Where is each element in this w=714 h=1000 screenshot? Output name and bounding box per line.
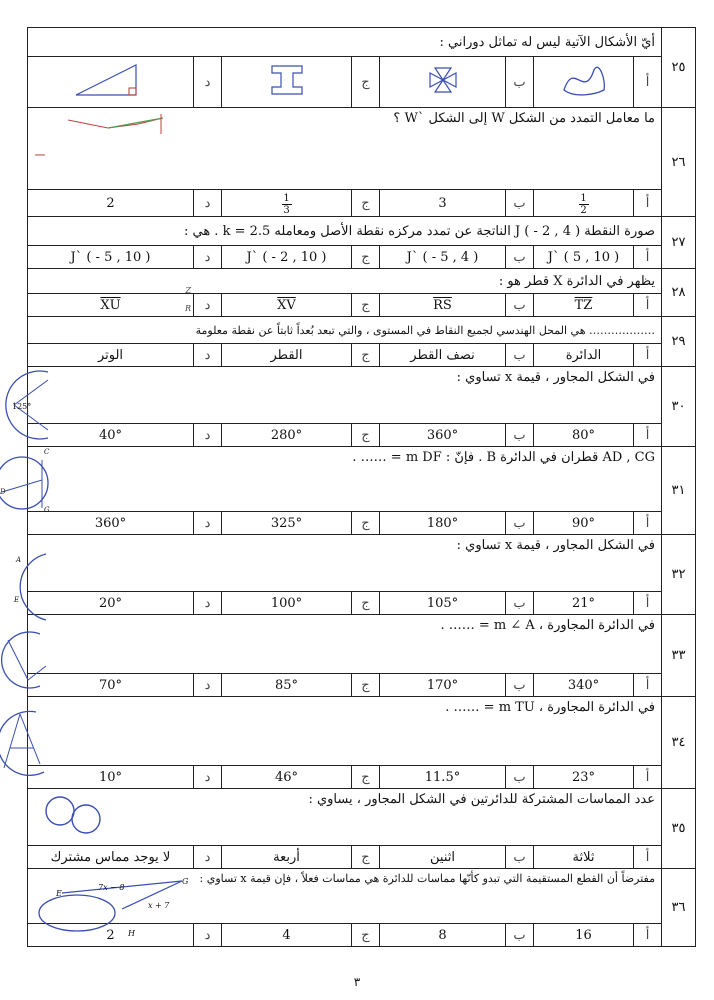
fraction-denominator: 3: [283, 205, 290, 216]
question-number: ٣١: [662, 447, 696, 535]
option-letter-a: أ: [634, 674, 662, 697]
option-letter-a: أ: [634, 592, 662, 615]
fraction-numerator: 1: [283, 193, 290, 204]
question-row: [28, 535, 696, 592]
option-letter-d: د: [194, 246, 222, 269]
question-text: في الدائرة المجاورة ، m TU = …… .: [28, 697, 662, 766]
option-letter-d: د: [194, 294, 222, 317]
options-row: [28, 846, 696, 869]
option-letter-b: ب: [506, 344, 534, 367]
option-letter-c: ج: [352, 674, 380, 697]
figure-label-g: G: [182, 877, 189, 886]
option-b[interactable]: 11.5°: [380, 766, 506, 789]
question-row: [28, 367, 696, 424]
option-letter-a: أ: [634, 344, 662, 367]
option-letter-c: ج: [352, 57, 380, 108]
question-row: [28, 108, 696, 190]
question-number: ٣٠: [662, 367, 696, 447]
option-letter-b: ب: [506, 424, 534, 447]
fraction: [282, 193, 292, 216]
fraction-denominator: 2: [580, 205, 587, 216]
option-c-ibeam-shape[interactable]: [222, 57, 352, 108]
figure-label-d: D: [0, 488, 6, 496]
option-letter-c: ج: [352, 294, 380, 317]
option-a[interactable]: TZ: [534, 294, 634, 317]
question-text: في الشكل المجاور ، قيمة x تساوي :: [28, 535, 662, 592]
option-letter-b: ب: [506, 246, 534, 269]
option-letter-c: ج: [352, 512, 380, 535]
dilation-figure: [58, 110, 188, 140]
option-a[interactable]: 23°: [534, 766, 634, 789]
option-letter-a: أ: [634, 190, 662, 217]
option-letter-b: ب: [506, 57, 534, 108]
question-text: ما معامل التمدد من الشكل W إلى الشكل `W ؟: [393, 111, 655, 126]
circle-figure-q33: [0, 630, 50, 690]
options-row: [28, 294, 696, 317]
options-row: [28, 674, 696, 697]
point-marker-icon: [34, 152, 46, 158]
option-letter-c: ج: [352, 592, 380, 615]
option-c[interactable]: J` ( - 2 , 10 ): [222, 246, 352, 269]
option-letter-d: د: [194, 674, 222, 697]
figure-label-segment-2: x + 7: [148, 901, 170, 910]
option-letter-a: أ: [634, 766, 662, 789]
question-row: [28, 697, 696, 766]
option-c[interactable]: [222, 190, 352, 217]
option-letter-d: د: [194, 924, 222, 947]
option-b[interactable]: 180°: [380, 512, 506, 535]
question-text: أيّ الأشكال الآتية ليس له تماثل دوراني :: [28, 28, 662, 57]
options-row: [28, 190, 696, 217]
option-a[interactable]: 340°: [534, 674, 634, 697]
option-letter-d: د: [194, 766, 222, 789]
option-b[interactable]: 360°: [380, 424, 506, 447]
option-a[interactable]: J` ( 5 , 10 ): [534, 246, 634, 269]
option-c[interactable]: 325°: [222, 512, 352, 535]
question-row: [28, 615, 696, 674]
question-number: ٣٥: [662, 789, 696, 869]
exam-table: [27, 27, 696, 947]
option-c[interactable]: القطر: [222, 344, 352, 367]
question-text: ……………… هي المحل الهندسي لجميع النقاط في المستوى ، والتي تبعد بُعداً ثابتاً عن نقطة معلومة: [28, 317, 662, 344]
star-shape-icon: [418, 60, 468, 100]
option-b[interactable]: 3: [380, 190, 506, 217]
figure-label-a: A: [16, 556, 22, 564]
option-a[interactable]: 90°: [534, 512, 634, 535]
option-letter-d: د: [194, 846, 222, 869]
options-row: [28, 592, 696, 615]
option-a[interactable]: الدائرة: [534, 344, 634, 367]
question-number: ٢٨: [662, 269, 696, 317]
options-row: [28, 512, 696, 535]
option-letter-b: ب: [506, 674, 534, 697]
question-number: ٢٧: [662, 217, 696, 269]
option-c[interactable]: 100°: [222, 592, 352, 615]
option-letter-c: ج: [352, 246, 380, 269]
option-c[interactable]: 4: [222, 924, 352, 947]
option-d[interactable]: 40°: [28, 424, 194, 447]
option-letter-c: ج: [352, 424, 380, 447]
option-letter-c: ج: [352, 924, 380, 947]
option-b-star-shape[interactable]: [380, 57, 506, 108]
figure-label-z: Z: [185, 286, 191, 295]
option-d[interactable]: 2: [28, 190, 194, 217]
question-text: AD , CG قطران في الدائرة B . فإنّ : m DF = …… .: [28, 447, 662, 512]
option-letter-b: ب: [506, 512, 534, 535]
figure-label-e: E: [14, 596, 20, 604]
option-letter-d: د: [194, 57, 222, 108]
option-d[interactable]: 2: [28, 924, 194, 947]
question-number: ٣٤: [662, 697, 696, 789]
option-c[interactable]: 46°: [222, 766, 352, 789]
option-letter-a: أ: [634, 424, 662, 447]
question-row: [28, 217, 696, 246]
question-row: [28, 28, 696, 57]
option-d[interactable]: الوتر: [28, 344, 194, 367]
question-number: ٢٩: [662, 317, 696, 367]
option-b[interactable]: 105°: [380, 592, 506, 615]
question-row: [28, 269, 696, 294]
option-letter-b: ب: [506, 924, 534, 947]
figure-label-g: G: [44, 506, 50, 514]
option-d[interactable]: لا يوجد مماس مشترك: [28, 846, 194, 869]
question-text: عدد المماسات المشتركة للدائرتين في الشكل المجاور ، يساوي :: [308, 792, 655, 807]
option-a[interactable]: 21°: [534, 592, 634, 615]
option-letter-b: ب: [506, 190, 534, 217]
option-d-text: XU: [100, 297, 121, 313]
question-number: ٣٢: [662, 535, 696, 615]
options-row: [28, 246, 696, 269]
option-b[interactable]: اثنين: [380, 846, 506, 869]
options-row: [28, 57, 696, 108]
option-a[interactable]: [534, 190, 634, 217]
circle-figure-q34: [0, 708, 50, 780]
option-letter-b: ب: [506, 294, 534, 317]
question-row: [28, 869, 696, 924]
option-letter-d: د: [194, 190, 222, 217]
option-d-triangle-shape[interactable]: [28, 57, 194, 108]
option-d[interactable]: 70°: [28, 674, 194, 697]
option-letter-b: ب: [506, 592, 534, 615]
option-b[interactable]: J` ( - 5 , 4 ): [380, 246, 506, 269]
figure-label-segment-1: 7x − 8: [98, 883, 125, 892]
option-d[interactable]: J` ( - 5 , 10 ): [28, 246, 194, 269]
options-row: [28, 766, 696, 789]
option-letter-b: ب: [506, 846, 534, 869]
option-letter-d: د: [194, 592, 222, 615]
circle-figure-q32: [8, 552, 48, 622]
option-d[interactable]: [28, 286, 194, 317]
option-letter-a: أ: [634, 512, 662, 535]
question-text: في الدائرة المجاورة ، m ∠ A = …… .: [28, 615, 662, 674]
option-letter-a: أ: [634, 846, 662, 869]
figure-label-c: C: [44, 448, 50, 456]
question-number: ٣٣: [662, 615, 696, 697]
option-b[interactable]: RS: [380, 294, 506, 317]
option-a[interactable]: ثلاثة: [534, 846, 634, 869]
question-text: في الشكل المجاور ، قيمة x تساوي :: [28, 367, 662, 424]
option-a[interactable]: 80°: [534, 424, 634, 447]
question-text: صورة النقطة J ( - 2 , 4 ) الناتجة عن تمدد مركزه نقطة الأصل ومعامله k = 2.5 . هي :: [28, 217, 662, 246]
figure-label-r: R: [184, 304, 191, 313]
option-letter-c: ج: [352, 190, 380, 217]
figure-label-e: E: [56, 889, 62, 898]
option-c[interactable]: 280°: [222, 424, 352, 447]
option-b[interactable]: نصف القطر: [380, 344, 506, 367]
circle-figure-q31: [0, 452, 50, 514]
option-c[interactable]: 85°: [222, 674, 352, 697]
option-d[interactable]: 10°: [28, 766, 194, 789]
wave-shape-icon: [554, 60, 614, 100]
option-letter-b: ب: [506, 766, 534, 789]
options-row: [28, 344, 696, 367]
option-a-wave-shape[interactable]: [534, 57, 634, 108]
fraction-numerator: 1: [580, 193, 587, 204]
options-row: [28, 424, 696, 447]
option-letter-a: أ: [634, 924, 662, 947]
option-c[interactable]: XV: [222, 294, 352, 317]
figure-angle-label: 125°: [12, 402, 32, 411]
option-letter-c: ج: [352, 344, 380, 367]
option-c[interactable]: أربعة: [222, 846, 352, 869]
option-letter-a: أ: [634, 246, 662, 269]
option-d[interactable]: 20°: [28, 592, 194, 615]
option-letter-d: د: [194, 512, 222, 535]
figure-label-h: H: [128, 929, 135, 938]
option-b[interactable]: 8: [380, 924, 506, 947]
question-row: [28, 789, 696, 846]
fraction: [579, 193, 589, 216]
option-letter-a: أ: [634, 57, 662, 108]
option-d[interactable]: 360°: [28, 512, 194, 535]
option-letter-c: ج: [352, 846, 380, 869]
page-number: ٣: [353, 975, 361, 989]
question-number: ٢٥: [662, 28, 696, 108]
option-b[interactable]: 170°: [380, 674, 506, 697]
option-a[interactable]: 16: [534, 924, 634, 947]
option-letter-d: د: [194, 344, 222, 367]
question-text: يظهر في الدائرة X قطر هو :: [28, 269, 662, 294]
exam-page: [27, 27, 695, 965]
option-letter-c: ج: [352, 766, 380, 789]
question-row: [28, 317, 696, 344]
two-circles-figure: [38, 791, 108, 839]
question-text: مفترضاً أن القطع المستقيمة التي تبدو كأنّها مماسات للدائرة هي مماسات فعلاً ، فإن قيمة x تساوي :: [199, 872, 655, 885]
option-letter-d: د: [194, 424, 222, 447]
right-triangle-icon: [66, 60, 156, 100]
question-row: [28, 447, 696, 512]
ibeam-shape-icon: [262, 60, 312, 100]
option-letter-a: أ: [634, 294, 662, 317]
question-number: ٢٦: [662, 108, 696, 217]
question-number: ٣٦: [662, 869, 696, 947]
